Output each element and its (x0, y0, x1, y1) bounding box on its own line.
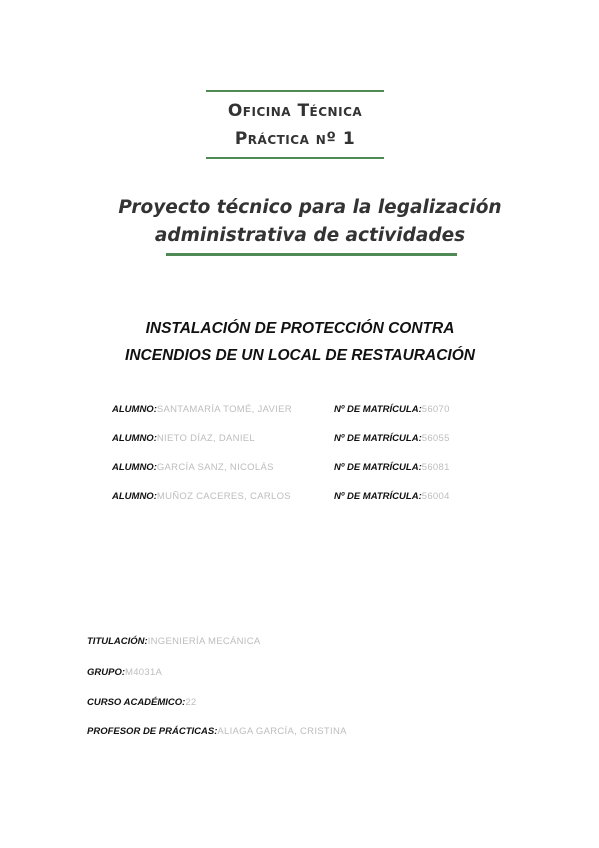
document-title-line2: INCENDIOS DE UN LOCAL DE RESTAURACIÓN (125, 347, 475, 364)
grupo-row (87, 667, 162, 678)
student-name: MUÑOZ CACERES, CARLOS (156, 491, 291, 502)
grupo-value: M4031A (125, 667, 163, 678)
grupo-label: GRUPO: (87, 667, 125, 678)
document-title-line1: INSTALACIÓN DE PROTECCIÓN CONTRA (145, 320, 455, 337)
matricula-value: 56004 (421, 491, 450, 502)
project-title-line1: Proyecto técnico para la legalización (118, 197, 502, 218)
matricula-row (334, 433, 450, 444)
profesor-label: PROFESOR DE PRÁCTICAS: (87, 726, 218, 737)
student-label: ALUMNO: (112, 433, 157, 444)
student-label: ALUMNO: (112, 462, 157, 473)
matricula-label: Nº DE MATRÍCULA: (334, 462, 422, 473)
student-label: ALUMNO: (112, 491, 157, 502)
matricula-value: 56055 (421, 433, 450, 444)
student-row (112, 491, 291, 502)
titulacion-row (87, 636, 261, 647)
matricula-row (334, 404, 450, 415)
office-title: Oficina Técnica (227, 101, 363, 121)
titulacion-label: TITULACIÓN: (87, 636, 148, 647)
curso-label: CURSO ACADÉMICO: (87, 697, 186, 708)
titulacion-value: INGENIERÍA MECÁNICA (147, 636, 261, 647)
student-row (112, 433, 255, 444)
student-name: GARCÍA SANZ, NICOLÁS (156, 462, 274, 473)
matricula-label: Nº DE MATRÍCULA: (334, 433, 422, 444)
matricula-label: Nº DE MATRÍCULA: (334, 404, 422, 415)
matricula-value: 56081 (421, 462, 450, 473)
header-mid-rule (206, 157, 384, 159)
matricula-value: 56070 (421, 404, 450, 415)
curso-value: 22 (185, 697, 197, 708)
profesor-value: ALIAGA GARCÍA, CRISTINA (217, 726, 347, 737)
student-label: ALUMNO: (112, 404, 157, 415)
matricula-row (334, 491, 450, 502)
project-title-line2: administrativa de actividades (154, 225, 466, 246)
matricula-label: Nº DE MATRÍCULA: (334, 491, 422, 502)
practice-number: Práctica nº 1 (234, 129, 356, 149)
profesor-row (87, 726, 347, 737)
student-row (112, 404, 292, 415)
student-name: NIETO DÍAZ, DANIEL (156, 433, 255, 444)
header-top-rule (206, 90, 384, 92)
matricula-row (334, 462, 450, 473)
header-bottom-rule (166, 253, 457, 256)
curso-row (87, 697, 197, 708)
student-name: SANTAMARÍA TOMÉ, JAVIER (156, 404, 292, 415)
student-row (112, 462, 274, 473)
